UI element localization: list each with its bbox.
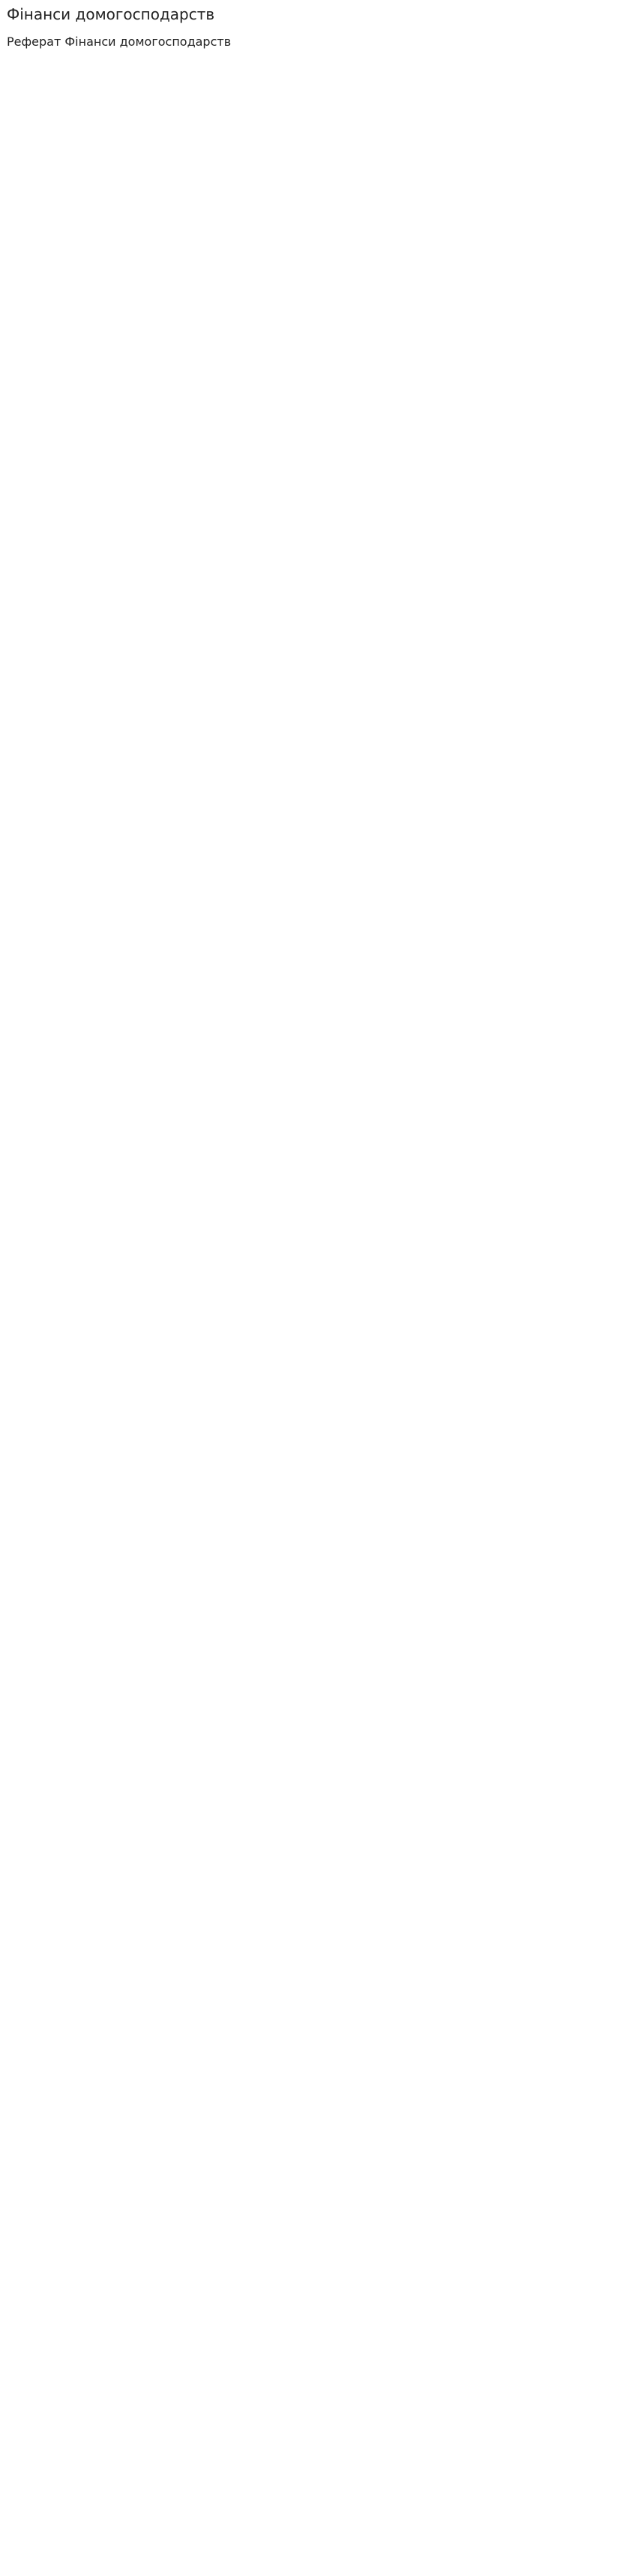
document-page xyxy=(0,0,635,50)
document-subtitle: Реферат Фінанси домогосподарств xyxy=(7,35,232,49)
page-title: Фінанси домогосподарств xyxy=(7,5,215,23)
